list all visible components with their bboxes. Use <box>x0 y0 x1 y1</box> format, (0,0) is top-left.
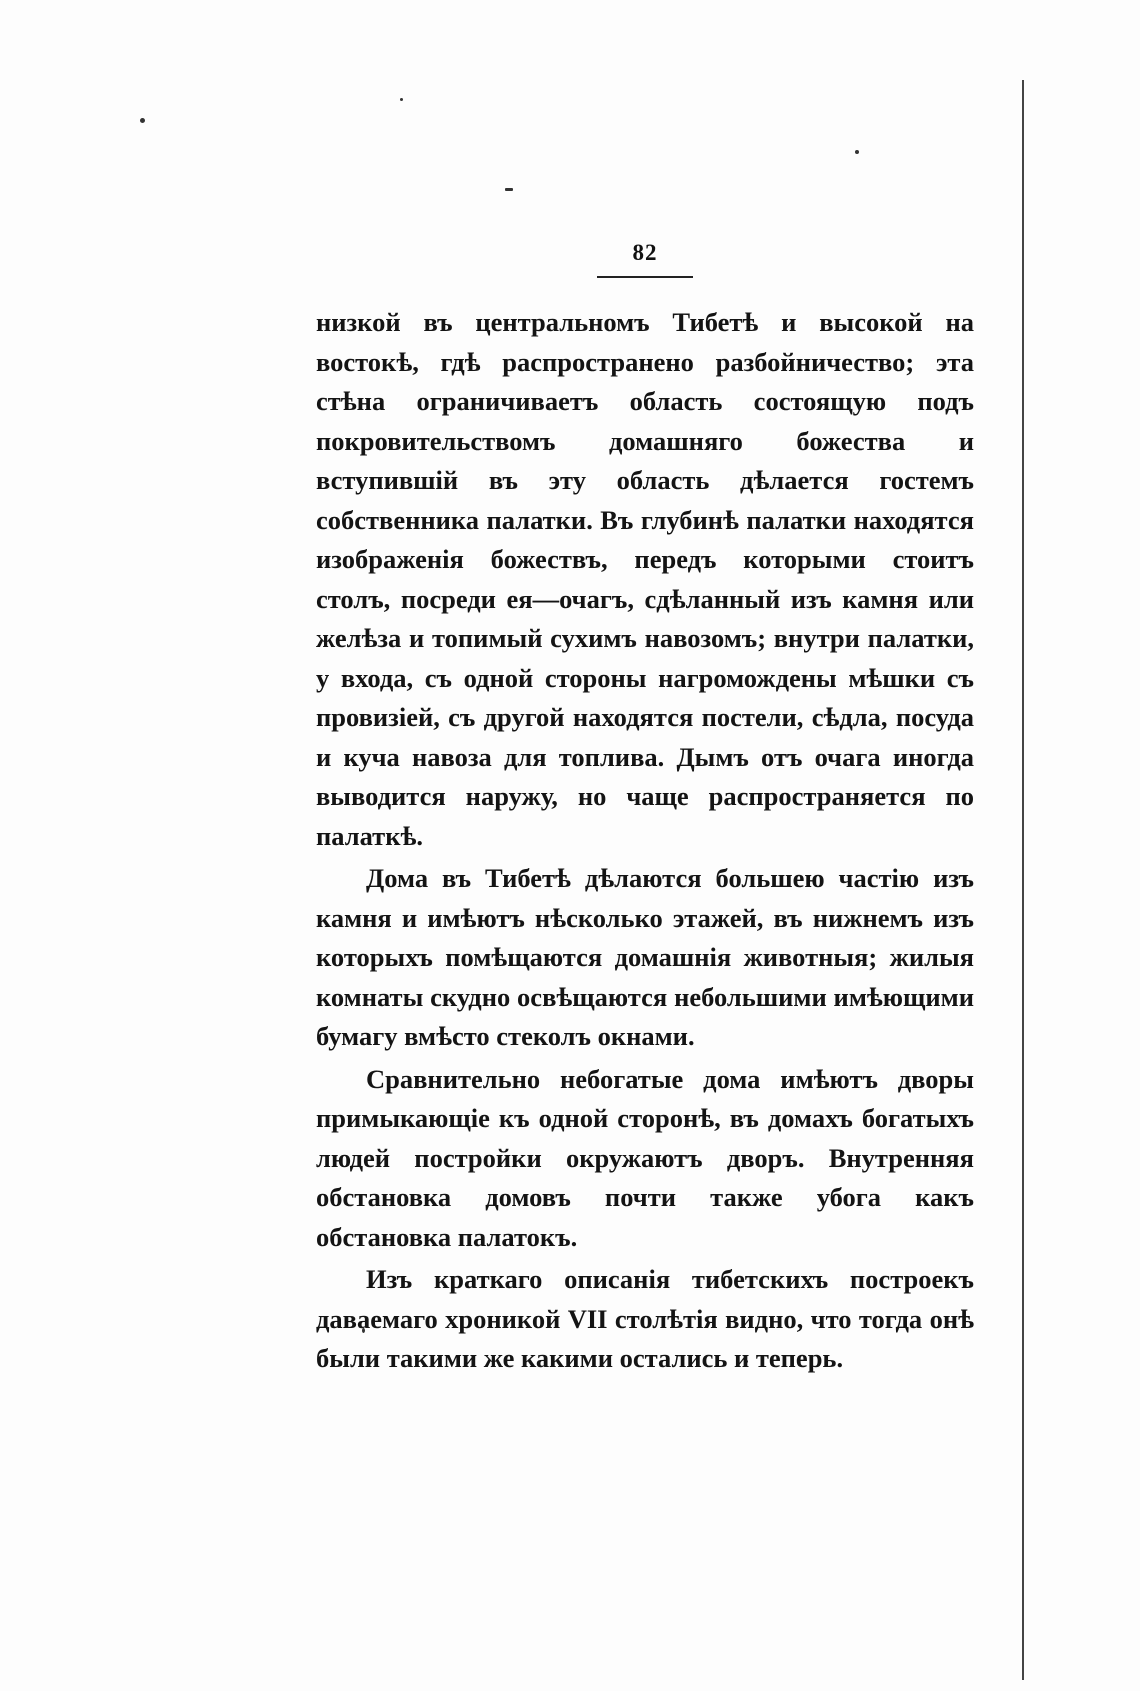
paragraph: Сравнительно небогатые дома имѣютъ дворы примыкающіе къ одной сторонѣ, въ домахъ богатыхъ людей постройки окружаютъ дворъ. Внутренняя обстановка домовъ почти также убога какъ обстановка палатокъ. <box>316 1063 974 1252</box>
ink-speck <box>400 98 403 101</box>
paragraph: низкой въ центральномъ Тибетѣ и высокой на востокѣ, гдѣ распространено разбойничество; эта стѣна ограничиваетъ область состоящую подъ покровительствомъ домашняго божества и вступившій въ эту область дѣлается гостемъ собственника палатки. Въ глубинѣ палатки находятся изображенія божествъ, передъ которыми стоитъ столъ, посреди ея—очагъ, сдѣланный изъ камня или желѣза и топимый сухимъ навозомъ; внутри палатки, у входа, съ одной стороны нагромождены мѣшки съ провизіей, съ другой находятся постели, сѣдла, посуда и куча навоза для топлива. Дымъ отъ очага иногда выводится наружу, но чаще распространяется по палаткѣ. <box>316 307 974 851</box>
paragraph: Дома въ Тибетѣ дѣлаются большею частію изъ камня и имѣютъ нѣсколько этажей, въ нижнемъ изъ которыхъ помѣщаются домашнія животныя; жилыя комнаты скудно освѣщаются небольшими имѣющими бумагу вмѣсто стеколъ окнами. <box>316 863 974 1051</box>
ink-speck <box>140 118 145 123</box>
page-number-rule <box>597 276 693 278</box>
page-number: 82 <box>632 240 658 265</box>
paragraph: Изъ краткаго описанія тибетскихъ построекъ даваемаго хроникой VII столѣтія видно, что тогда онѣ были такими же какими остались и теперь. <box>316 1264 974 1373</box>
ink-speck <box>505 188 513 191</box>
body-text <box>316 303 974 1379</box>
page-edge-line <box>1022 80 1024 1680</box>
ink-speck <box>855 150 859 154</box>
